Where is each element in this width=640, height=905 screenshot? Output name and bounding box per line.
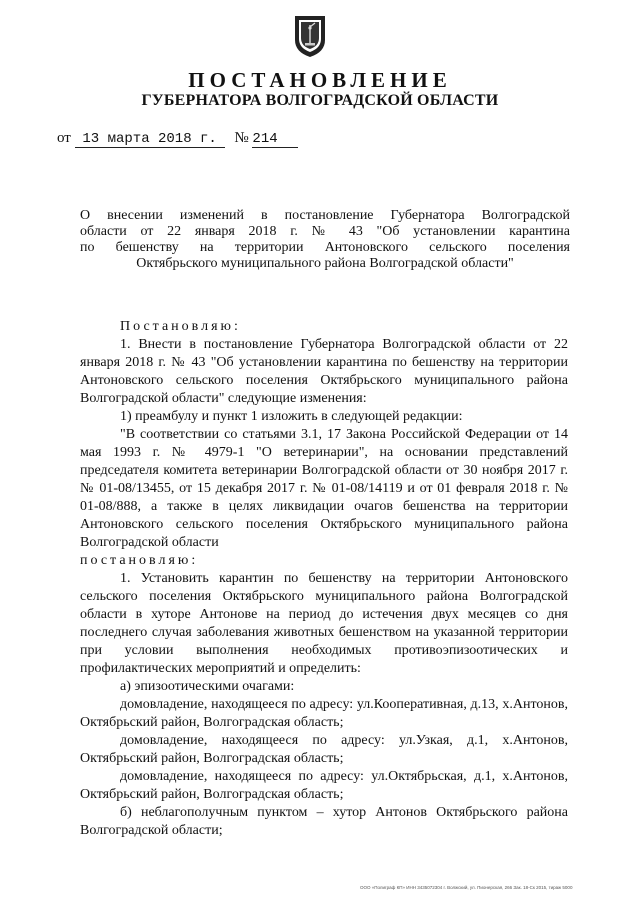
date-prefix: от [57,130,71,146]
body-paragraph: 1. Внести в постановление Губернатора Волгоградской области от 22 января 2018 г. № 43 "Об установлении карантина по бешенству на территории Антоновского сельского поселения Октябрьского муниципального района Волгоградской области" следующие изменения: [80,337,568,406]
body-paragraph: 1) преамбулу и пункт 1 изложить в следующей редакции: [120,409,463,424]
body-paragraph: б) неблагополучным пунктом – хутор Антонов Октябрьского района Волгоградской области; [80,805,568,838]
body-paragraph: домовладение, находящееся по адресу: ул.Октябрьская, д.1, х.Антонов, Октябрьский район, Волгоградская область; [80,769,568,802]
registration-line [57,130,298,148]
print-footer: ООО «Полиграф КП» ИНН 3435072304 г. Волжский, ул. Пионерская, 266 Зак. 18-Ск 2015, тираж 5000 [360,885,573,890]
subject-line: области от 22 января 2018 г. № 43 "Об установлении карантина [80,224,570,239]
document-subtitle: ГУБЕРНАТОРА ВОЛГОГРАДСКОЙ ОБЛАСТИ [141,92,499,109]
subject-line: О внесении изменений в постановление Губернатора Волгоградской [80,208,570,223]
subject-line: по бешенству на территории Антоновского сельского поселения [80,240,570,255]
body-paragraph: 1. Установить карантин по бешенству на территории Антоновского сельского поселения Октябрьского муниципального района Волгоградской области в хуторе Антонове на период до истечения двух месяцев со дня последнего случая заболевания животных бешенством на указанной территории при условии выполнения необходимых противоэпизоотических и профилактических мероприятий и определить: [80,571,568,676]
document-subject [80,208,570,272]
body-paragraph: постановляю: [80,553,199,568]
subject-line: Октябрьского муниципального района Волгоградской области" [136,256,514,271]
coat-of-arms-icon [293,14,327,58]
number-prefix: № [234,130,249,146]
document-date: 13 марта 2018 г. [75,131,225,148]
body-paragraph: а) эпизоотическими очагами: [120,679,295,694]
body-paragraph: домовладение, находящееся по адресу: ул.Кооперативная, д.13, х.Антонов, Октябрьский район, Волгоградская область; [80,697,568,730]
document-number: 214 [252,131,298,148]
document-body [80,318,568,840]
body-paragraph: "В соответствии со статьями 3.1, 17 Закона Российской Федерации от 14 мая 1993 г. № 4979-1 "О ветеринарии", на основании представлений председателя комитета ветеринарии Волгоградской области от 30 ноября 2017 г. № 01-08/13455, от 15 декабря 2017 г. № 01-08/14119 и от 01 февраля 2018 г. № 01-08/888, а также в целях ликвидации очагов бешенства на территории Антоновского сельского поселения Октябрьского муниципального района Волгоградской области [80,427,568,550]
document-title: ПОСТАНОВЛЕНИЕ [188,68,452,92]
decree-word: Постановляю: [120,319,241,334]
body-paragraph: домовладение, находящееся по адресу: ул.Узкая, д.1, х.Антонов, Октябрьский район, Волгоградская область; [80,733,568,766]
